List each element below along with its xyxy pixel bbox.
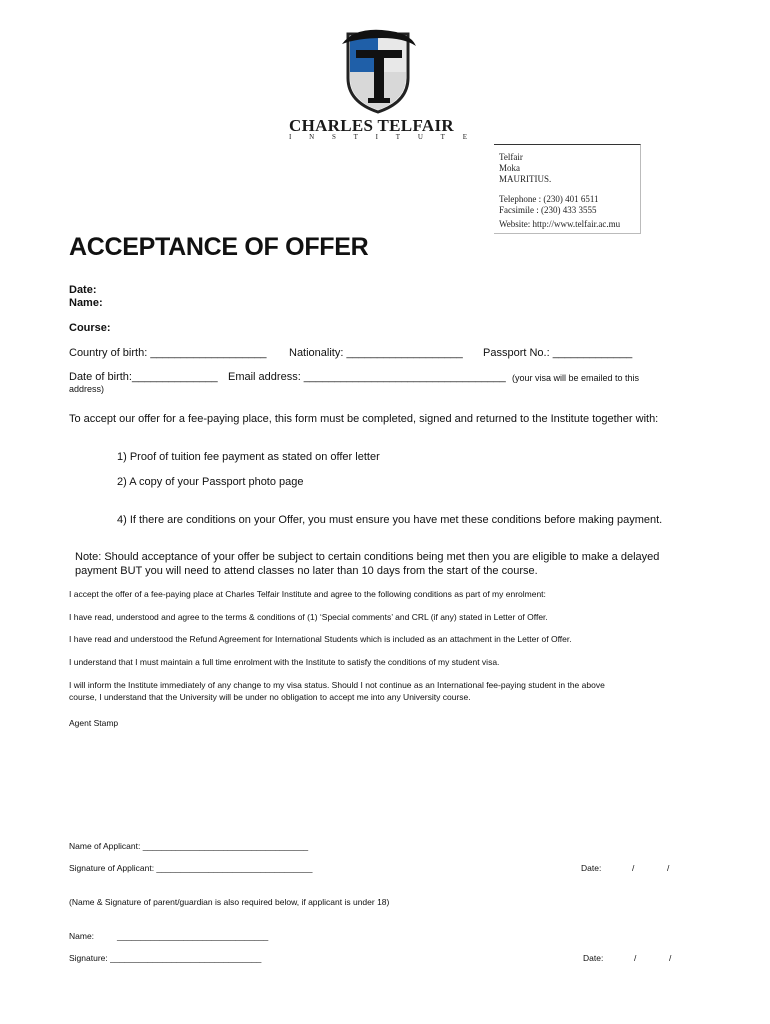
note-line: payment BUT you will need to attend classes no later than 10 days from the start of the course. [75,565,538,577]
subtitle-letter: T [440,133,445,141]
institute-subtitle [289,133,467,141]
requirement-item: 1) Proof of tuition fee payment as stated on offer letter [117,451,380,463]
address-block [494,144,641,234]
date-of-birth-field[interactable]: Date of birth:______________ [69,371,218,383]
guardian-name-field[interactable]: ________________________________ [117,931,269,941]
date-separator: / [632,863,635,873]
subtitle-letter: S [331,133,336,141]
telephone: Telephone : (230) 401 6511 [499,194,599,204]
subtitle-letter: T [353,133,358,141]
intro-text: To accept our offer for a fee-paying place, this form must be completed, signed and returned to the Institute together with: [69,413,659,425]
address-line: Telfair [499,152,523,162]
guardian-note: (Name & Signature of parent/guardian is also required below, if applicant is under 18) [69,897,390,907]
website: Website: http://www.telfair.ac.mu [499,219,621,229]
subtitle-letter: N [309,133,315,141]
condition-text: I will inform the Institute immediately of any change to my visa status. Should I not continue as an International fee-paying student in the above [69,680,605,690]
guardian-name-label: Name: [69,931,95,941]
guardian-signature-field[interactable]: Signature: ________________________________ [69,953,262,963]
condition-text: course, I understand that the University will be under no obligation to accept me into any University course. [69,692,471,702]
subtitle-letter: T [395,133,401,141]
email-field[interactable]: Email address: _________________________________ [228,371,506,383]
page-title: ACCEPTANCE OF OFFER [69,233,369,261]
applicant-name-field[interactable]: Name of Applicant: ___________________________________ [69,841,309,851]
visa-note: (your visa will be emailed to this [512,373,640,383]
passport-field[interactable]: Passport No.: _____________ [483,347,633,359]
date-label: Date: [69,284,97,296]
condition-text: I have read, understood and agree to the terms & conditions of (1) ‘Special comments’ and CRL (if any) stated in Letter of Offer. [69,612,548,622]
subtitle-letter: I [289,133,292,141]
visa-note-cont: address) [69,384,105,394]
subtitle-letter: I [375,133,378,141]
institute-name: CHARLES TELFAIR [289,116,454,135]
condition-text: I accept the offer of a fee-paying place at Charles Telfair Institute and agree to the following conditions as part of my enrolment: [69,589,546,599]
date-separator: / [634,953,637,963]
date-separator: / [667,863,670,873]
condition-text: I have read and understood the Refund Agreement for International Students which is included as an attachment in the Letter of Offer. [69,634,572,644]
institute-logo [334,28,422,114]
address-line: MAURITIUS. [499,174,552,184]
date-separator: / [669,953,672,963]
agent-stamp-label: Agent Stamp [69,718,119,728]
requirement-item: 2) A copy of your Passport photo page [117,476,304,488]
subtitle-letter: U [417,133,423,141]
facsimile: Facsimile : (230) 433 3555 [499,205,597,215]
nationality-field[interactable]: Nationality: ___________________ [289,347,463,359]
address-line: Moka [499,163,520,173]
date-label: Date: [581,863,602,873]
name-label: Name: [69,297,103,309]
note-line: Note: Should acceptance of your offer be subject to certain conditions being met then you are eligible to make a delayed [75,551,660,563]
subtitle-letter: E [462,133,467,141]
condition-text: I understand that I must maintain a full time enrolment with the Institute to satisfy the conditions of my student visa. [69,657,500,667]
applicant-signature-field[interactable]: Signature of Applicant: _________________________________ [69,863,313,873]
date-label: Date: [583,953,604,963]
country-of-birth-field[interactable]: Country of birth: ___________________ [69,347,267,359]
requirement-item: 4) If there are conditions on your Offer, you must ensure you have met these conditions before making payment. [117,514,663,526]
course-label: Course: [69,322,111,334]
